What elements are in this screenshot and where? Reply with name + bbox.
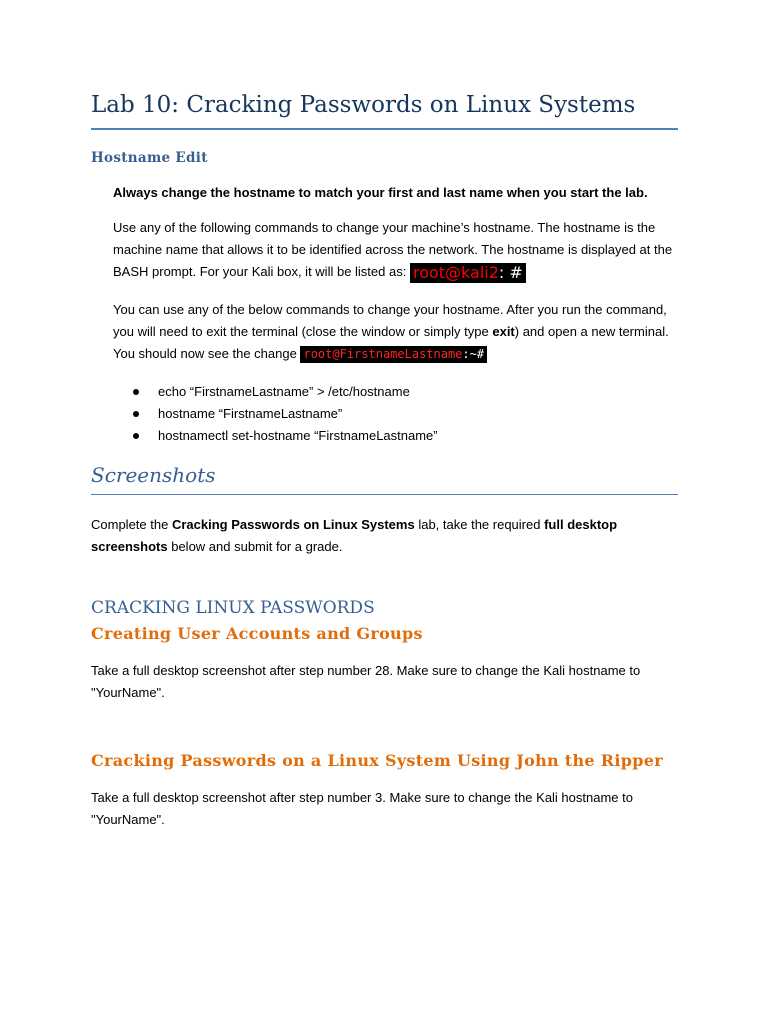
hostname-paragraph-text: Use any of the following commands to change your machine’s hostname. The hostname is the machine name that allows it to be identified across the network. The hostname is displayed at the BASH prompt. For your Kali box, it will be listed as: — [113, 220, 673, 279]
intro-text-c: below and submit for a grade. — [171, 539, 343, 554]
john-ripper-text: Take a full desktop screenshot after step number 3. Make sure to change the Kali hostname to "YourName". — [91, 790, 633, 827]
kali-prompt-host: root@kali2 — [412, 262, 499, 282]
command-text: echo “FirstnameLastname” > /etc/hostname — [158, 384, 410, 399]
screenshots-intro — [91, 514, 651, 558]
screenshots-heading: Screenshots — [91, 463, 216, 487]
john-ripper-heading: Cracking Passwords on a Linux System Using John the Ripper — [91, 751, 663, 770]
title-divider — [91, 128, 678, 130]
intro-text-a: Complete the — [91, 517, 169, 532]
new-prompt-image — [300, 346, 487, 363]
new-prompt-tail: :~# — [462, 347, 485, 362]
bullet-icon — [133, 389, 139, 395]
command-text: hostname “FirstnameLastname” — [158, 406, 343, 421]
intro-lab-name: Cracking Passwords on Linux Systems — [171, 517, 415, 532]
kali-prompt-image — [410, 263, 526, 283]
new-prompt-host: root@FirstnameLastname — [303, 347, 463, 362]
list-item — [113, 381, 438, 403]
hostname-paragraph — [113, 217, 673, 283]
intro-full-desktop: full desktop screenshots — [91, 517, 618, 554]
command-text: hostnamectl set-hostname “FirstnameLastname” — [158, 428, 438, 443]
creating-accounts-text: Take a full desktop screenshot after step number 28. Make sure to change the Kali hostname to "YourName". — [91, 663, 641, 700]
change-hostname-paragraph — [113, 299, 673, 365]
page-title: Lab 10: Cracking Passwords on Linux Systems — [91, 92, 636, 118]
exit-keyword: exit — [492, 324, 515, 339]
hostname-edit-heading: Hostname Edit — [91, 150, 208, 166]
cracking-heading: CRACKING LINUX PASSWORDS — [91, 598, 375, 618]
command-list — [113, 381, 438, 447]
hostname-instruction: Always change the hostname to match your first and last name when you start the lab. — [113, 185, 648, 200]
change-paragraph-text-a: You can use any of the below commands to change your hostname. After you run the command, you will need to exit the terminal (close the window or simply type — [113, 302, 667, 339]
bullet-icon — [133, 433, 139, 439]
screenshots-divider — [91, 494, 678, 495]
list-item — [113, 403, 438, 425]
list-item — [113, 425, 438, 447]
change-paragraph-text-b: ) and open a new terminal. You should now see the change — [113, 324, 669, 361]
intro-text-b: lab, take the required — [418, 517, 541, 532]
bullet-icon — [133, 411, 139, 417]
kali-prompt-tail: : # — [498, 262, 523, 282]
creating-accounts-heading: Creating User Accounts and Groups — [91, 624, 423, 643]
